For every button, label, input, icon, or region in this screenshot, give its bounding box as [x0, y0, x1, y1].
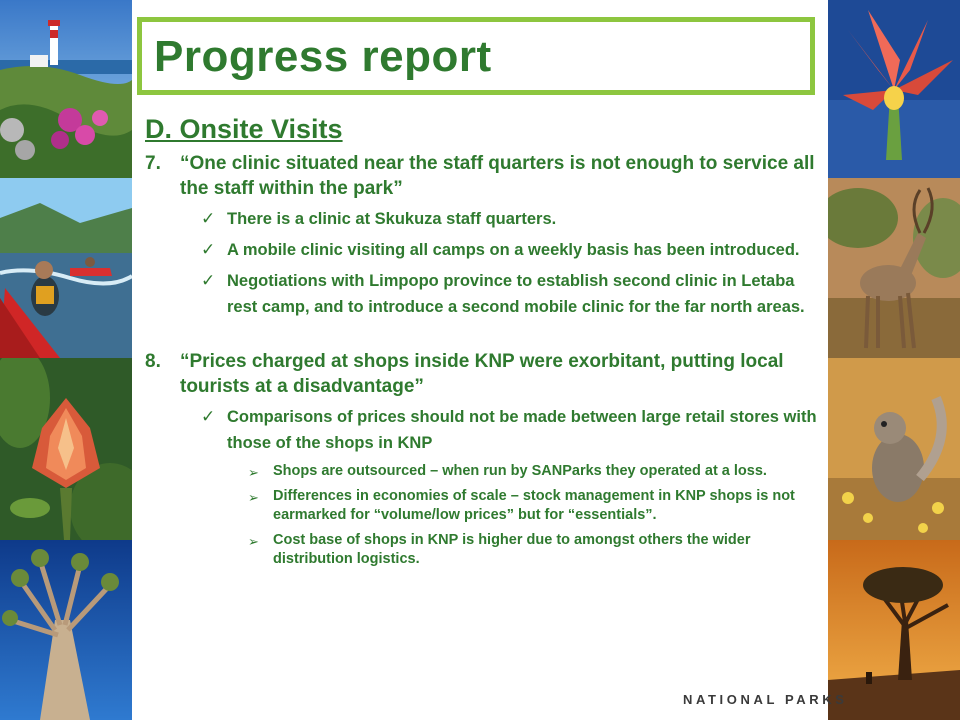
arrow-list-item: [145, 531, 820, 570]
content-area: [145, 110, 820, 570]
checkmark-icon: ✓: [201, 209, 216, 228]
arrow-bullet-icon: ➢: [248, 465, 259, 480]
checkmark-icon: ✓: [201, 407, 216, 426]
quiver-tree-photo: [0, 540, 132, 720]
lighthouse-coast-photo: [0, 0, 132, 178]
checkmark-icon: ✓: [201, 240, 216, 259]
protea-flower-photo: [0, 358, 132, 540]
item-text: “Prices charged at shops inside KNP were exorbitant, putting local tourists at a disadvantage”: [180, 351, 784, 397]
check-list: [145, 206, 820, 320]
checkmark-icon: ✓: [201, 271, 216, 290]
item-number: 8.: [145, 351, 161, 372]
item-number: 7.: [145, 153, 161, 174]
check-list-item: [145, 206, 820, 232]
check-item-text: Negotiations with Limpopo province to establish second clinic in Letaba rest camp, and to introduce a second mobile clinic for the far north areas.: [227, 272, 805, 316]
check-list: [145, 404, 820, 456]
check-item-text: Comparisons of prices should not be made between large retail stores with those of the shops in KNP: [227, 408, 817, 452]
kayaking-river-photo: [0, 178, 132, 358]
page-title: Progress report: [154, 32, 492, 81]
arrow-bullet-icon: ➢: [248, 489, 259, 505]
numbered-item: [145, 349, 820, 570]
section-heading: D. Onsite Visits: [145, 114, 343, 144]
check-list-item: [145, 268, 820, 320]
arrow-list-item: [145, 487, 820, 526]
arrow-list-item: [145, 462, 820, 482]
orchid-flower-photo: [828, 0, 960, 178]
quiver-tree-sunset-photo: [828, 540, 960, 720]
numbered-item-heading: [145, 349, 820, 399]
arrow-item-text: Differences in economies of scale – stock management in KNP shops is not earmarked for “volume/low prices” but for “essentials”.: [273, 487, 795, 523]
numbered-item-heading: [145, 151, 820, 201]
numbered-item: [145, 151, 820, 320]
arrow-list: [145, 462, 820, 570]
check-list-item: [145, 237, 820, 263]
national-parks-logo: NATIONAL PARKS: [683, 692, 848, 707]
check-item-text: A mobile clinic visiting all camps on a weekly basis has been introduced.: [227, 241, 800, 259]
check-item-text: There is a clinic at Skukuza staff quarters.: [227, 210, 557, 228]
left-photo-strip: [0, 0, 132, 720]
arrow-bullet-icon: ➢: [248, 533, 259, 549]
arrow-item-text: Cost base of shops in KNP is higher due to amongst others the wider distribution logistics.: [273, 531, 751, 567]
kudu-antelope-photo: [828, 178, 960, 358]
item-text: “One clinic situated near the staff quarters is not enough to service all the staff within the park”: [180, 153, 815, 199]
right-photo-strip: [828, 0, 960, 720]
check-list-item: [145, 404, 820, 456]
ground-squirrel-photo: [828, 358, 960, 540]
arrow-item-text: Shops are outsourced – when run by SANParks they operated at a loss.: [273, 463, 767, 479]
title-box: [137, 17, 815, 95]
